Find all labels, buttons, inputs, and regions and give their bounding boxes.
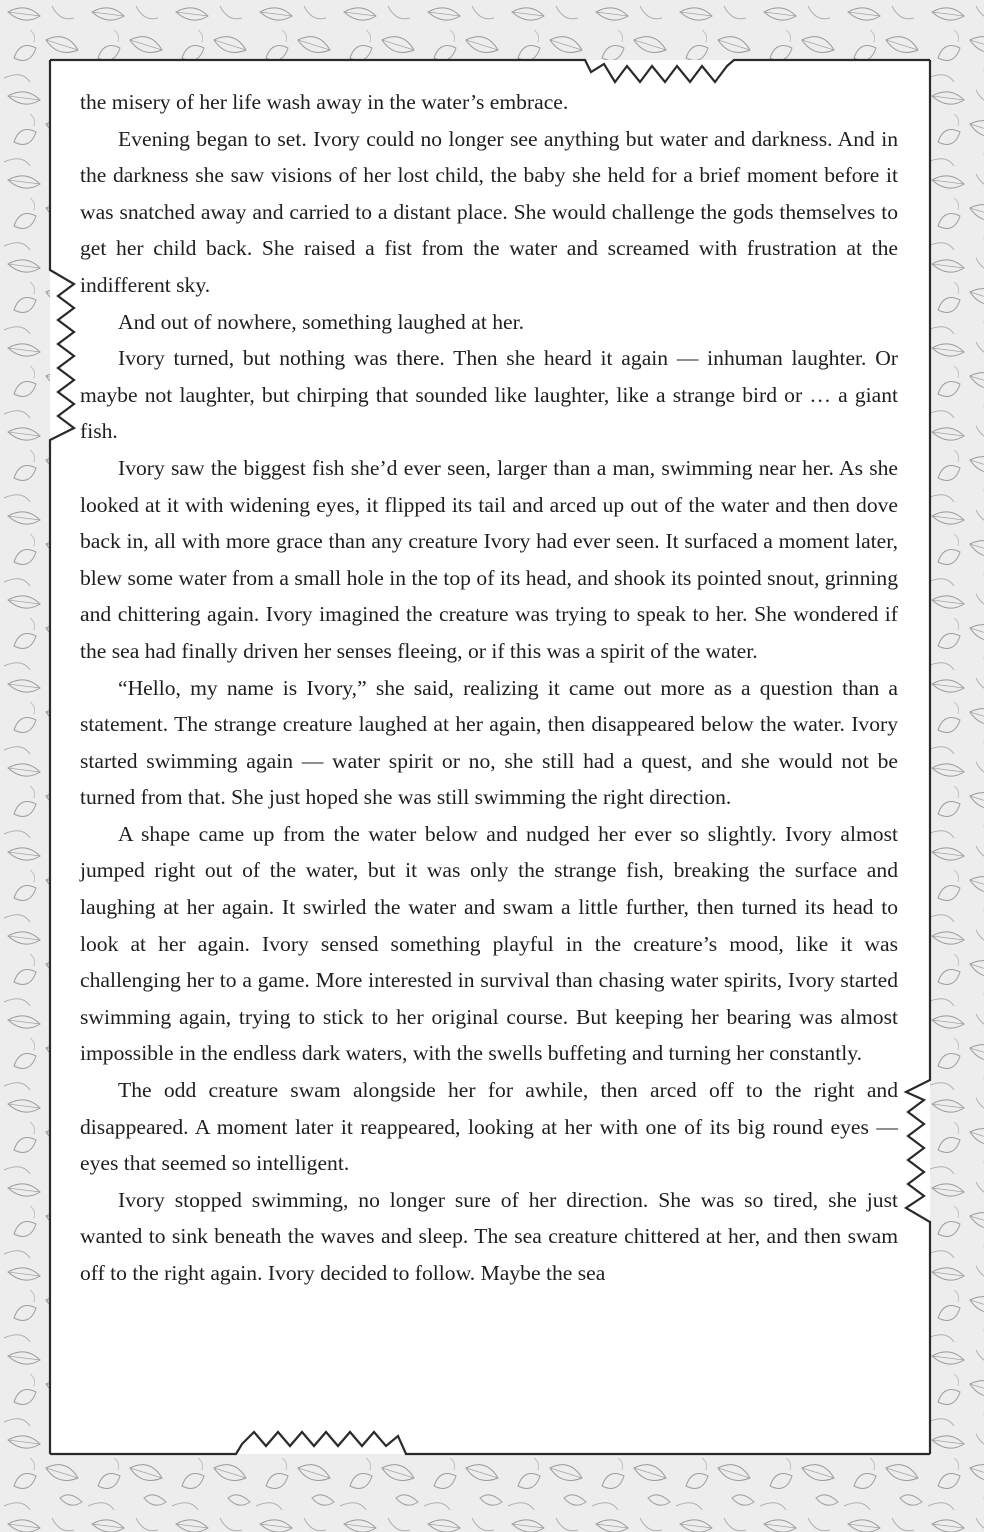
paragraph: the misery of her life wash away in the water’s embrace. [80, 90, 569, 114]
story-text [80, 84, 898, 1292]
paragraph: Ivory turned, but nothing was there. Then she heard it again — inhuman laughter. Or maybe not laughter, but chirping that sounded like laughter, like a strange bird or … a giant fish. [80, 346, 898, 444]
paragraph: And out of nowhere, something laughed at her. [118, 309, 524, 334]
paragraph: Ivory saw the biggest fish she’d ever seen, larger than a man, swimming near her. As she looked at it with widening eyes, it flipped its tail and arced up out of the water and then dove back in, all with more grace than any creature Ivory had ever seen. It surfaced a moment later, blew some water from a small hole in the top of its head, and shook its pointed snout, grinning and chittering again. Ivory imagined the creature was trying to speak to her. She wondered if the sea had finally driven her senses fleeing, or if this was a spirit of the water. [80, 455, 898, 663]
paragraph: Ivory stopped swimming, no longer sure of her direction. She was so tired, she just wanted to sink beneath the waves and sleep. The sea creature chittered at her, and then swam off to the right again. Ivory decided to follow. Maybe the sea [80, 1187, 898, 1285]
paragraph: A shape came up from the water below and nudged her ever so slightly. Ivory almost jumped right out of the water, but it was only the strange fish, breaking the surface and laughing at her again. It swirled the water and swam a little further, then turned its head to look at her again. Ivory sensed something playful in the creature’s mood, like it was challenging her to a game. More interested in survival than chasing water spirits, Ivory started swimming again, trying to stick to her original course. But keeping her bearing was almost impossible in the endless dark waters, with the swells buffeting and turning her constantly. [80, 821, 898, 1066]
paragraph: Evening began to set. Ivory could no longer see anything but water and darkness. And in the darkness she saw visions of her lost child, the baby she held for a brief moment before it was snatched away and carried to a distant place. She would challenge the gods themselves to get her child back. She raised a fist from the water and screamed with frustration at the indifferent sky. [80, 126, 898, 297]
paragraph: The odd creature swam alongside her for awhile, then arced off to the right and disappeared. A moment later it reappeared, looking at her with one of its big round eyes — eyes that seemed so intelligent. [80, 1078, 898, 1176]
paragraph: “Hello, my name is Ivory,” she said, realizing it came out more as a question than a statement. The strange creature laughed at her again, then disappeared below the water. Ivory started swimming again — water spirit or no, she still had a quest, and she would not be turned from that. She just hoped she was still swimming the right direction. [80, 675, 898, 810]
